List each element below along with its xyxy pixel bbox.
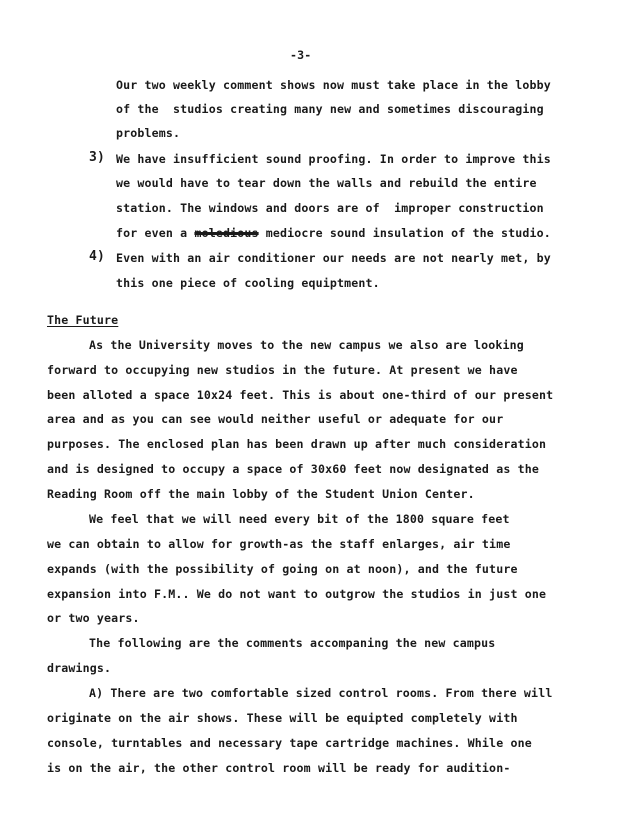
body-line: The following are the comments accompaning the new campus xyxy=(89,636,496,650)
body-line: and is designed to occupy a space of 30x60 feet now designated as the xyxy=(47,462,539,476)
page-number: -3- xyxy=(290,48,312,62)
body-line: As the University moves to the new campus we also are looking xyxy=(89,338,524,352)
list-marker-3: 3) xyxy=(89,150,105,165)
body-line: originate on the air shows. These will be equipted completely with xyxy=(47,711,518,725)
body-line: area and as you can see would neither useful or adequate for our xyxy=(47,412,504,426)
body-line: console, turntables and necessary tape cartridge machines. While one xyxy=(47,736,532,750)
body-line: drawings. xyxy=(47,661,112,675)
body-line: we would have to tear down the walls and rebuild the entire xyxy=(116,176,537,190)
section-heading-the-future: The Future xyxy=(47,313,119,327)
body-line: expansion into F.M.. We do not want to outgrow the studios in just one xyxy=(47,587,547,601)
body-line: this one piece of cooling equiptment. xyxy=(116,276,380,290)
body-line: We feel that we will need every bit of the 1800 square feet xyxy=(89,512,510,526)
body-line: of the studios creating many new and sometimes discouraging xyxy=(116,102,544,116)
body-line: Our two weekly comment shows now must take place in the lobby xyxy=(116,78,551,92)
body-line: problems. xyxy=(116,126,181,140)
struck-out-word: moledious xyxy=(194,226,259,240)
body-line: expands (with the possibility of going on at noon), and the future xyxy=(47,562,518,576)
body-line: Even with an air conditioner our needs are not nearly met, by xyxy=(116,251,551,265)
body-line: A) There are two comfortable sized control rooms. From there will xyxy=(89,686,553,700)
body-line: or two years. xyxy=(47,611,140,625)
list-marker-4: 4) xyxy=(89,249,105,264)
body-line: We have insufficient sound proofing. In order to improve this xyxy=(116,152,551,166)
body-line: we can obtain to allow for growth-as the staff enlarges, air time xyxy=(47,537,511,551)
body-line: been alloted a space 10x24 feet. This is about one-third of our present xyxy=(47,388,554,402)
text-after-strikeout: mediocre sound insulation of the studio. xyxy=(258,226,551,240)
body-line: is on the air, the other control room will be ready for audition- xyxy=(47,761,511,775)
text-before-strikeout: for even a xyxy=(116,226,195,240)
body-line: station. The windows and doors are of improper construction xyxy=(116,201,544,215)
body-line: forward to occupying new studios in the future. At present we have xyxy=(47,363,518,377)
body-line: Reading Room off the main lobby of the Student Union Center. xyxy=(47,487,475,501)
body-line: purposes. The enclosed plan has been drawn up after much consideration xyxy=(47,437,547,451)
body-line-with-strikeout xyxy=(116,226,551,240)
